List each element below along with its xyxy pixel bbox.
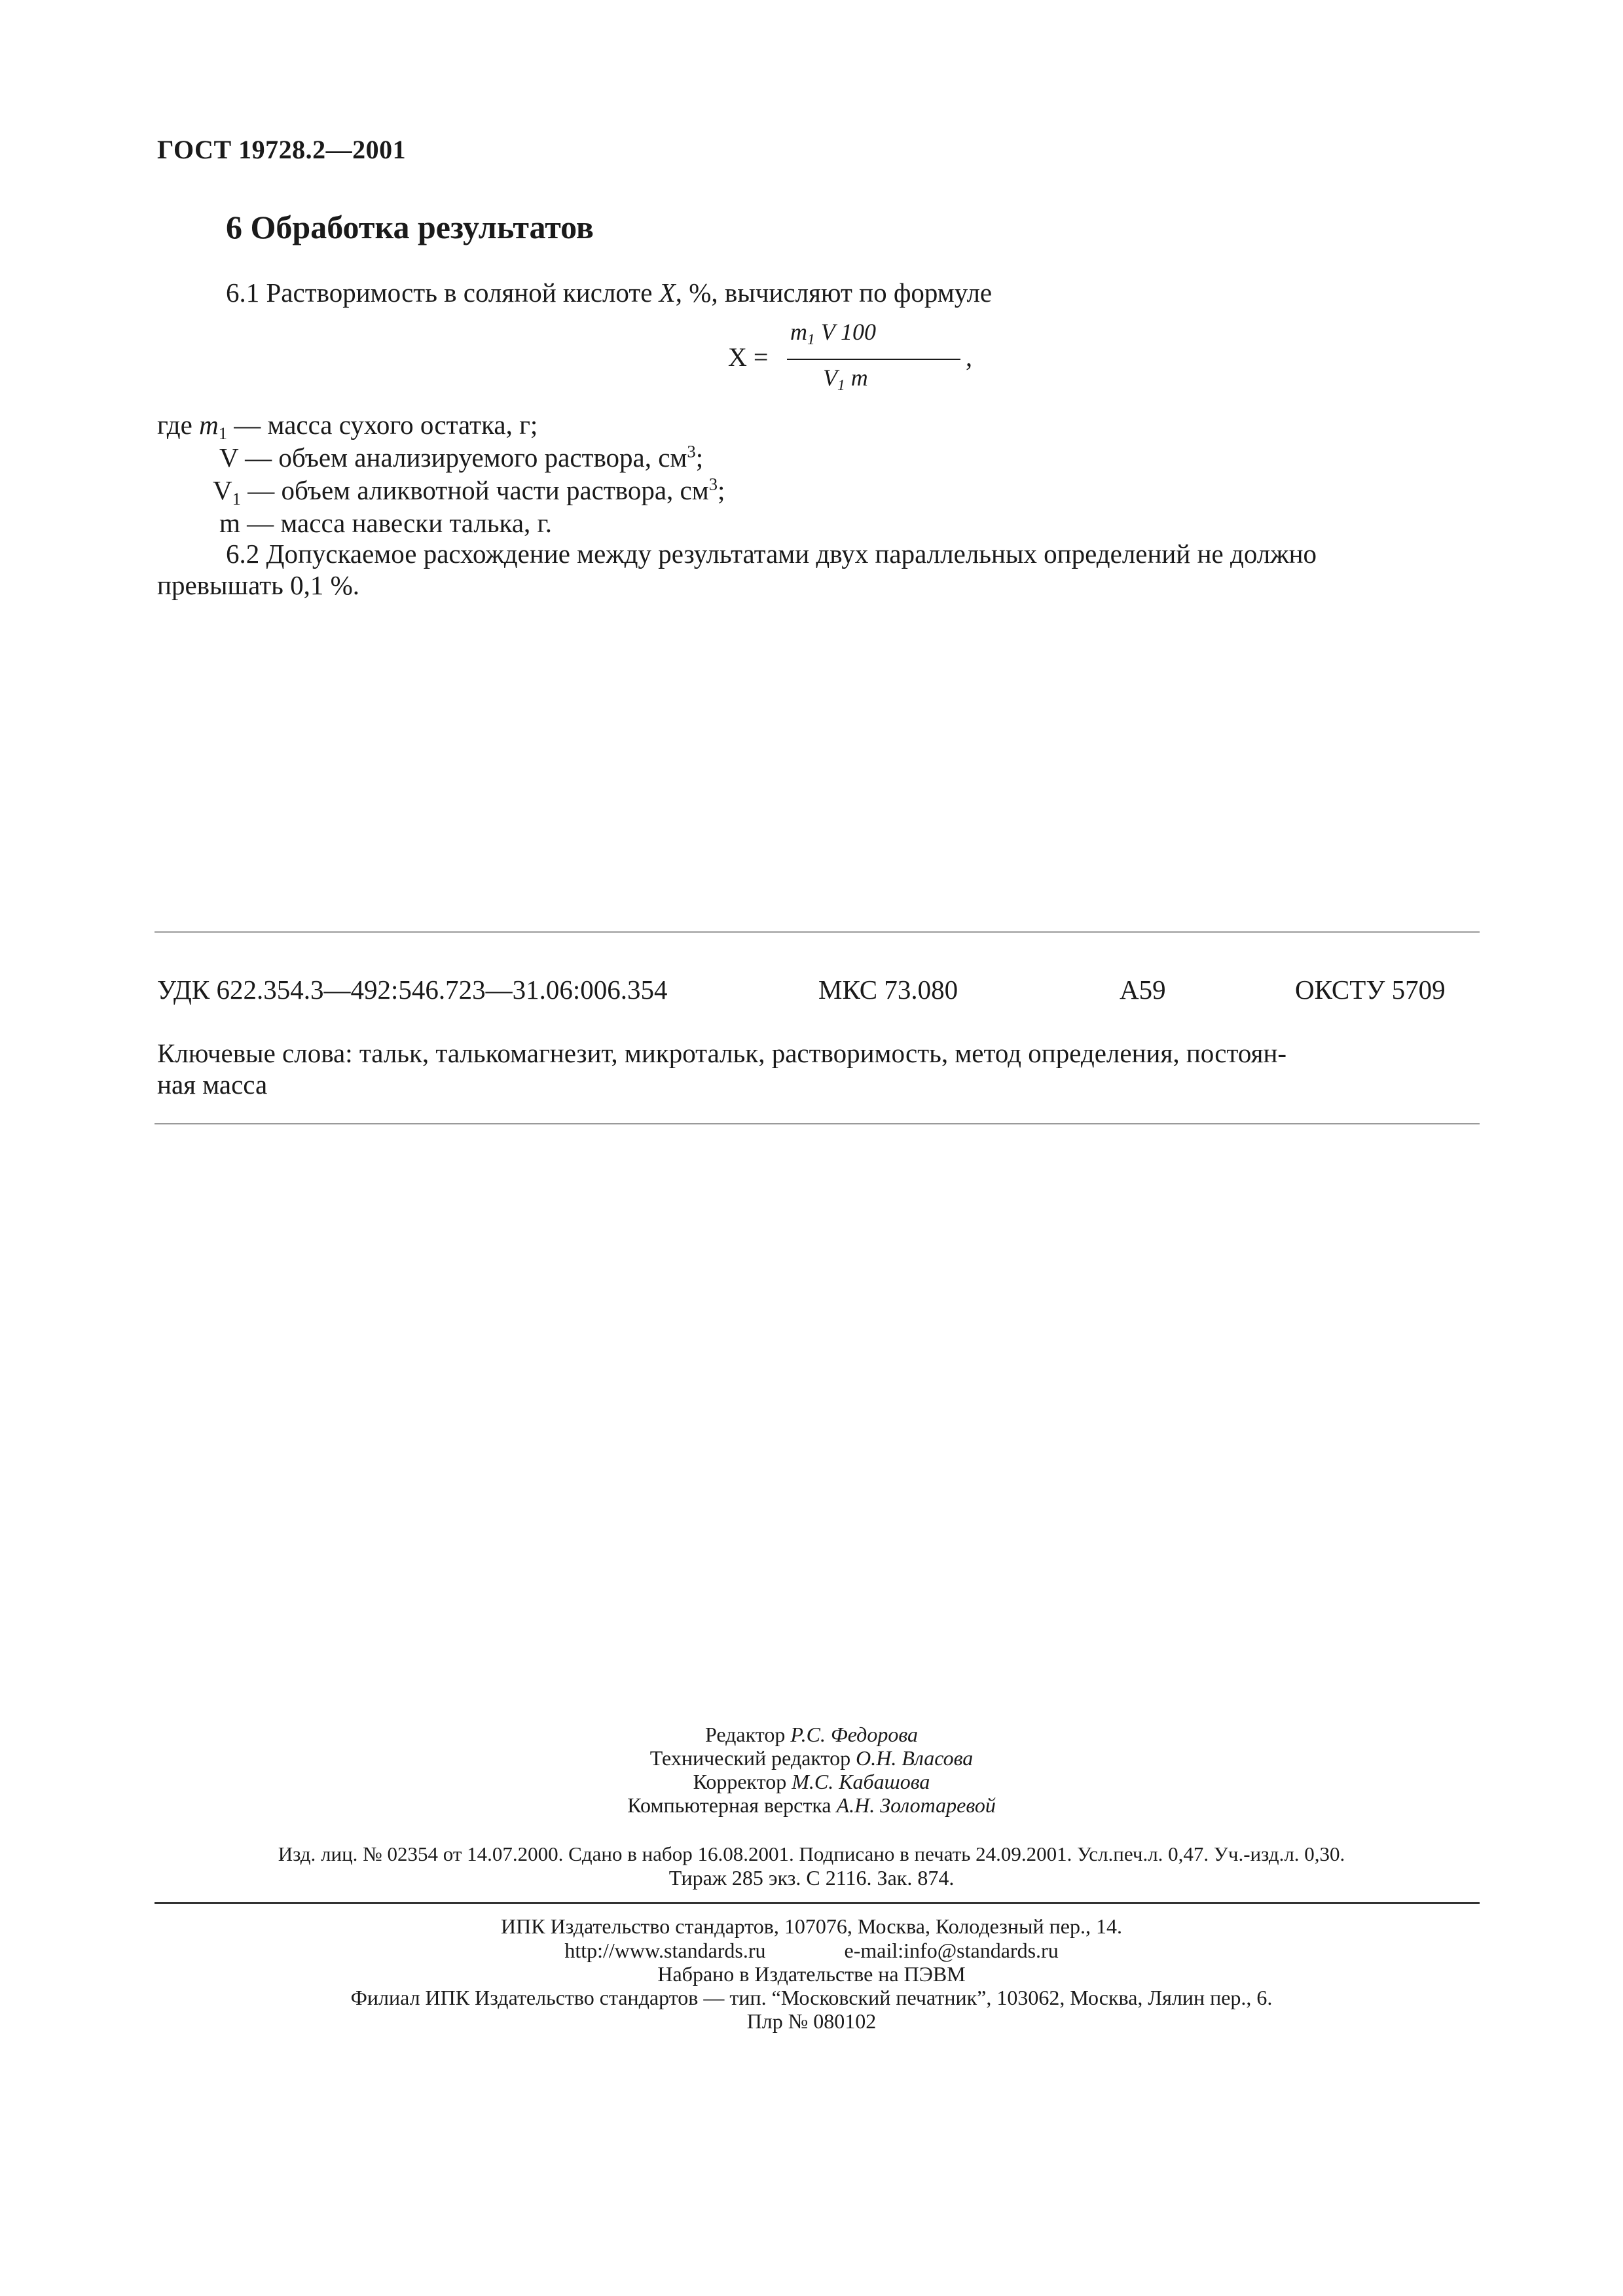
publisher-line3: Набрано в Издательстве на ПЭВМ bbox=[657, 1962, 966, 1986]
okstu-code: ОКСТУ 5709 bbox=[1295, 975, 1446, 1005]
where-m1: где $m_1$ — масса сухого остатка, г; bbox=[157, 410, 538, 443]
where-v1: $V_1$ — объем аликвотной части раствора, $см^3$; bbox=[213, 474, 725, 509]
keywords-line2: ная масса bbox=[157, 1069, 268, 1100]
imprint-line2: Тираж 285 экз. С 2116. Зак. 874. bbox=[668, 1866, 955, 1890]
credit-editor: Редактор Р.С. Федорова bbox=[704, 1723, 918, 1746]
publisher-email[interactable]: e-mail:info@standards.ru bbox=[844, 1939, 1059, 1962]
divider-top bbox=[155, 931, 1480, 933]
divider-bottom bbox=[155, 1123, 1480, 1124]
formula-denominator: $V_1$ m bbox=[823, 365, 868, 395]
imprint-line1: Изд. лиц. № 02354 от 14.07.2000. Сдано в набор 16.08.2001. Подписано в печать 24.09.2001. Усл.печ.л. 0,47. Уч.-изд.л. 0,30. bbox=[278, 1842, 1345, 1865]
credit-tech-editor: Технический редактор О.Н. Власова bbox=[649, 1746, 974, 1770]
formula-numerator: $m_1$ V 100 bbox=[790, 319, 877, 349]
publisher-url[interactable]: http://www.standards.ru bbox=[564, 1939, 766, 1962]
formula-comma: , bbox=[966, 342, 972, 372]
publisher-line4: Филиал ИПК Издательство стандартов — тип. “Московский печатник”, 103062, Москва, Лялин пер., 6. bbox=[350, 1986, 1273, 2009]
paragraph-6-2-line2: превышать 0,1 %. bbox=[157, 570, 360, 600]
where-m: m — масса навески талька, г. bbox=[219, 508, 552, 538]
mks-code: МКС 73.080 bbox=[818, 975, 958, 1005]
divider-publisher bbox=[155, 1902, 1480, 1904]
formula-lhs: X = bbox=[728, 342, 769, 372]
section-title: 6 Обработка результатов bbox=[226, 209, 594, 245]
keywords-line1: Ключевые слова: тальк, талькомагнезит, микротальк, растворимость, метод определения, постоян- bbox=[157, 1038, 1287, 1068]
credit-corrector: Корректор М.С. Кабашова bbox=[693, 1770, 930, 1793]
where-v: V — объем анализируемого раствора, $см^3$; bbox=[219, 441, 704, 473]
publisher-line1: ИПК Издательство стандартов, 107076, Москва, Колодезный пер., 14. bbox=[501, 1914, 1122, 1938]
fraction-bar bbox=[787, 359, 960, 360]
paragraph-6-1: 6.1 Растворимость в соляной кислоте X, %, вычисляют по формуле bbox=[226, 278, 993, 308]
paragraph-6-2-line1: 6.2 Допускаемое расхождение между результатами двух параллельных определений не должно bbox=[226, 539, 1317, 569]
udk-code: УДК 622.354.3—492:546.723—31.06:006.354 bbox=[157, 975, 668, 1005]
a-code: А59 bbox=[1120, 975, 1166, 1005]
doc-code: ГОСТ 19728.2—2001 bbox=[157, 135, 407, 164]
publisher-contacts bbox=[0, 1939, 1623, 1963]
credit-layout: Компьютерная верстка А.Н. Золотаревой bbox=[627, 1793, 996, 1817]
publisher-line5: Плр № 080102 bbox=[746, 2009, 877, 2033]
